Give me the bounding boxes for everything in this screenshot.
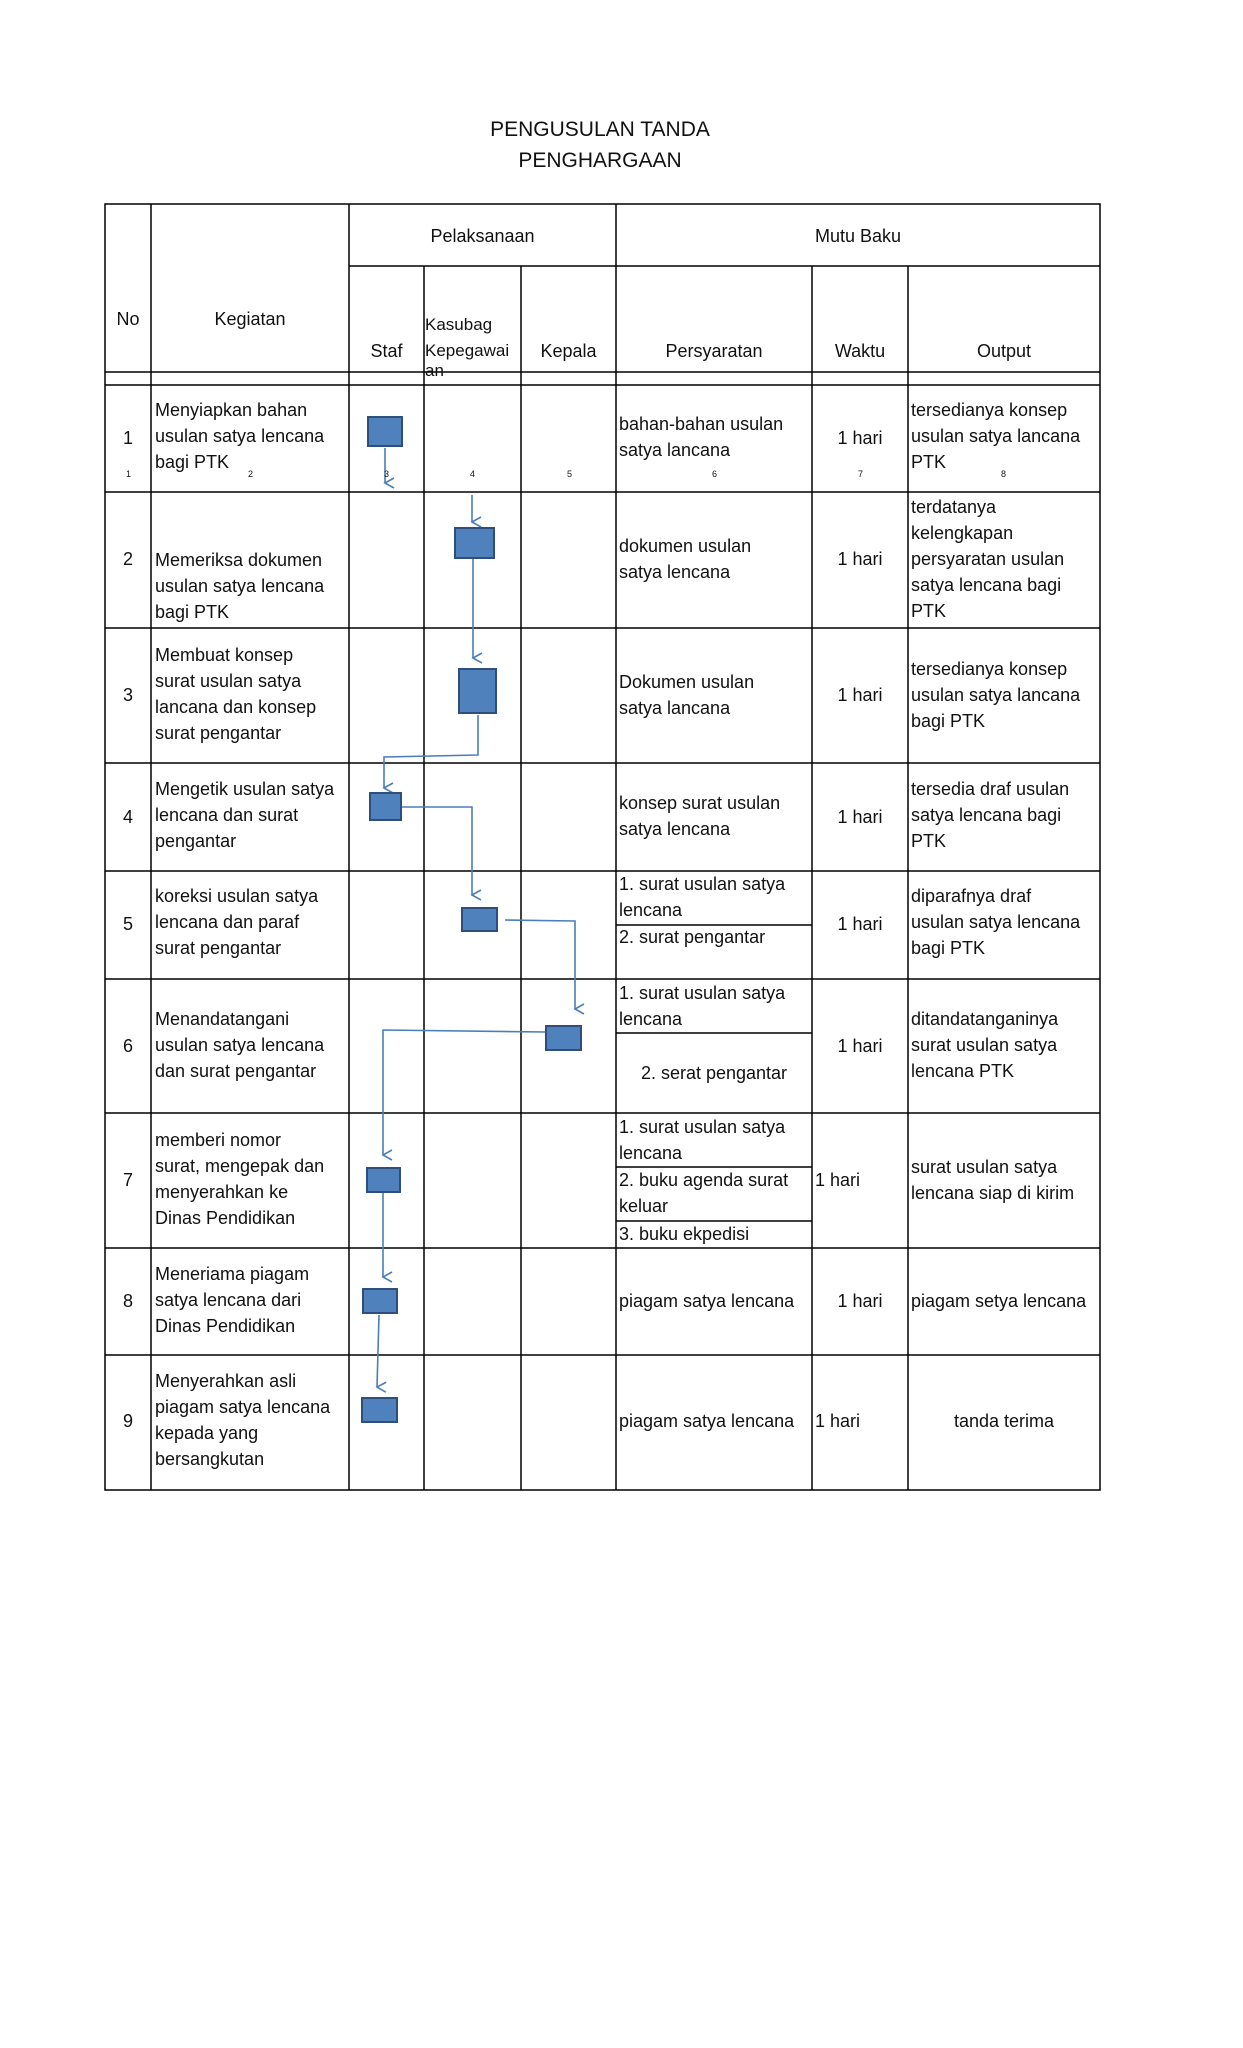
- row-7-persyaratan-line: 2. buku agenda surat: [619, 1170, 789, 1190]
- col-number-7: 7: [858, 469, 864, 479]
- row-6-persyaratan-2: [616, 1060, 812, 1086]
- row-7-persyaratan-1: [619, 1114, 811, 1166]
- row-6-persyaratan-line: lencana: [619, 1009, 683, 1029]
- row-1-persyaratan-line: satya lancana: [619, 440, 731, 460]
- flow-arrow-6: [505, 920, 575, 1009]
- col-number-6: 6: [712, 469, 718, 479]
- row-4-persyaratan: [619, 790, 811, 842]
- row-3-no: 3: [122, 685, 133, 705]
- flow-box-6: [546, 1026, 581, 1050]
- header-kasubag-line-3: an: [425, 361, 444, 380]
- col-number-4: 4: [470, 469, 476, 479]
- row-1-no: 1: [122, 428, 133, 448]
- row-9-waktu: 1 hari: [815, 1411, 861, 1431]
- row-8-kegiatan-line: Dinas Pendidikan: [155, 1316, 296, 1336]
- header-persyaratan: Persyaratan: [665, 341, 763, 361]
- row-6-output-line: ditandatanganinya: [911, 1009, 1059, 1029]
- page-title-line-1: PENGUSULAN TANDA: [490, 118, 710, 141]
- header-kasubag-line-1: Kasubag: [425, 315, 493, 334]
- flow-box-7: [367, 1168, 400, 1192]
- row-6-waktu: 1 hari: [837, 1036, 883, 1056]
- row-5-output-line: usulan satya lencana: [911, 912, 1081, 932]
- row-5-persyaratan-line: 1. surat usulan satya: [619, 874, 786, 894]
- flow-arrow-9: [377, 1315, 379, 1387]
- row-5-output-line: diparafnya draf: [911, 886, 1032, 906]
- row-9-kegiatan: [155, 1368, 347, 1472]
- row-3-output-line: tersedianya konsep: [911, 659, 1068, 679]
- row-3-persyaratan-line: Dokumen usulan: [619, 672, 755, 692]
- col-number-5: 5: [567, 469, 573, 479]
- row-8-output-line: piagam setya lencana: [911, 1291, 1087, 1311]
- row-2-kegiatan-line: usulan satya lencana: [155, 576, 325, 596]
- row-3-kegiatan-line: lancana dan konsep: [155, 697, 317, 717]
- row-9-persyaratan: [619, 1408, 812, 1434]
- row-1-output-line: tersedianya konsep: [911, 400, 1068, 420]
- row-5-persyaratan-2: [619, 924, 811, 950]
- header-output: Output: [976, 341, 1032, 361]
- row-7-persyaratan-line: keluar: [619, 1196, 669, 1216]
- row-6-kegiatan-line: usulan satya lencana: [155, 1035, 325, 1055]
- flow-box-5: [462, 908, 497, 931]
- header-pelaksanaan: Pelaksanaan: [430, 226, 535, 246]
- row-8-waktu: 1 hari: [837, 1291, 883, 1311]
- row-8-no: 8: [122, 1291, 133, 1311]
- row-2-output-line: satya lencana bagi: [911, 575, 1062, 595]
- row-5-kegiatan: [155, 883, 347, 961]
- row-7-persyaratan-line: 1. surat usulan satya: [619, 1117, 786, 1137]
- row-4-output-line: tersedia draf usulan: [911, 779, 1070, 799]
- row-6-persyaratan-1: [619, 980, 811, 1032]
- header-staf: Staf: [370, 341, 403, 361]
- page-title-line-2: PENGHARGAAN: [518, 149, 682, 172]
- row-1-kegiatan-line: usulan satya lencana: [155, 426, 325, 446]
- row-3-output-line: usulan satya lancana: [911, 685, 1081, 705]
- header-waktu: Waktu: [834, 341, 886, 361]
- row-2-kegiatan-line: Memeriksa dokumen: [155, 550, 323, 570]
- row-9-kegiatan-line: bersangkutan: [155, 1449, 265, 1469]
- row-4-output-line: satya lencana bagi: [911, 805, 1062, 825]
- row-5-waktu: 1 hari: [837, 914, 883, 934]
- row-7-output-line: surat usulan satya: [911, 1157, 1058, 1177]
- row-5-persyaratan-line: lencana: [619, 900, 683, 920]
- row-2-persyaratan-line: satya lencana: [619, 562, 731, 582]
- row-5-persyaratan-line: 2. surat pengantar: [619, 927, 766, 947]
- row-7-persyaratan-2: [619, 1167, 811, 1219]
- row-5-persyaratan-1: [619, 871, 811, 923]
- row-7-output-line: lencana siap di kirim: [911, 1183, 1075, 1203]
- row-3-output-line: bagi PTK: [911, 711, 986, 731]
- row-7-output: [911, 1154, 1099, 1206]
- flow-arrow-5: [398, 807, 472, 895]
- row-7-kegiatan-line: memberi nomor: [155, 1130, 282, 1150]
- row-1-persyaratan-line: bahan-bahan usulan: [619, 414, 784, 434]
- row-1-kegiatan-line: bagi PTK: [155, 452, 230, 472]
- row-7-persyaratan-3: [619, 1221, 811, 1247]
- flow-box-4: [370, 793, 401, 820]
- row-7-kegiatan: [155, 1127, 347, 1231]
- flow-box-1: [368, 417, 402, 446]
- row-1-persyaratan: [619, 411, 811, 463]
- row-5-kegiatan-line: lencana dan paraf: [155, 912, 300, 932]
- row-7-kegiatan-line: menyerahkan ke: [155, 1182, 289, 1202]
- row-6-kegiatan: [155, 1006, 347, 1084]
- row-9-persyaratan-line: piagam satya lencana: [619, 1411, 795, 1431]
- col-number-2: 2: [248, 469, 254, 479]
- row-2-persyaratan: [619, 533, 811, 585]
- row-9-output: [908, 1408, 1100, 1434]
- row-7-kegiatan-line: surat, mengepak dan: [155, 1156, 325, 1176]
- row-2-no: 2: [122, 549, 133, 569]
- flow-arrow-7: [383, 1030, 546, 1155]
- row-3-kegiatan-line: surat usulan satya: [155, 671, 302, 691]
- row-3-persyaratan: [619, 669, 811, 721]
- row-7-persyaratan-line: 3. buku ekpedisi: [619, 1224, 750, 1244]
- row-3-output: [911, 656, 1099, 734]
- col-number-3: 3: [384, 469, 390, 479]
- row-9-kegiatan-line: kepada yang: [155, 1423, 259, 1443]
- row-7-kegiatan-line: Dinas Pendidikan: [155, 1208, 296, 1228]
- row-4-no: 4: [122, 807, 133, 827]
- row-8-persyaratan: [619, 1288, 812, 1314]
- row-1-output-line: PTK: [911, 452, 947, 472]
- row-5-kegiatan-line: surat pengantar: [155, 938, 282, 958]
- row-8-kegiatan-line: satya lencana dari: [155, 1290, 302, 1310]
- header-kasubag-kepegawaian: [425, 312, 521, 386]
- row-3-kegiatan-line: Membuat konsep: [155, 645, 294, 665]
- flow-box-9: [362, 1398, 397, 1422]
- row-6-persyaratan-line: 1. surat usulan satya: [619, 983, 786, 1003]
- row-6-output: [911, 1006, 1099, 1084]
- flow-box-3: [459, 669, 496, 713]
- row-1-kegiatan-line: Menyiapkan bahan: [155, 400, 308, 420]
- row-1-output: [911, 397, 1099, 475]
- row-6-kegiatan-line: dan surat pengantar: [155, 1061, 317, 1081]
- header-kepala: Kepala: [540, 341, 597, 361]
- row-5-kegiatan-line: koreksi usulan satya: [155, 886, 319, 906]
- row-2-waktu: 1 hari: [837, 549, 883, 569]
- row-6-output-line: surat usulan satya: [911, 1035, 1058, 1055]
- row-3-kegiatan-line: surat pengantar: [155, 723, 282, 743]
- row-1-output-line: usulan satya lancana: [911, 426, 1081, 446]
- row-5-output: [911, 883, 1099, 961]
- row-4-persyaratan-line: konsep surat usulan: [619, 793, 781, 813]
- header-no: No: [116, 309, 140, 329]
- row-2-persyaratan-line: dokumen usulan: [619, 536, 752, 556]
- row-4-persyaratan-line: satya lencana: [619, 819, 731, 839]
- row-4-kegiatan-line: lencana dan surat: [155, 805, 299, 825]
- row-9-output-line: tanda terima: [953, 1411, 1055, 1431]
- row-5-no: 5: [122, 914, 133, 934]
- header-kegiatan: Kegiatan: [214, 309, 286, 329]
- row-7-no: 7: [122, 1170, 133, 1190]
- row-8-output: [911, 1288, 1099, 1314]
- flow-box-8: [363, 1289, 397, 1313]
- row-8-kegiatan: [155, 1261, 347, 1339]
- flow-arrow-4: [384, 715, 478, 788]
- row-3-kegiatan: [155, 642, 347, 746]
- row-1-kegiatan: [155, 397, 347, 475]
- header-kasubag-line-2: Kepegawai: [425, 341, 510, 360]
- row-2-output-line: PTK: [911, 601, 947, 621]
- row-8-persyaratan-line: piagam satya lencana: [619, 1291, 795, 1311]
- row-9-kegiatan-line: Menyerahkan asli: [155, 1371, 297, 1391]
- row-4-waktu: 1 hari: [837, 807, 883, 827]
- row-7-persyaratan-line: lencana: [619, 1143, 683, 1163]
- row-2-output-line: kelengkapan: [911, 523, 1014, 543]
- row-9-kegiatan-line: piagam satya lencana: [155, 1397, 331, 1417]
- row-6-persyaratan-line: 2. serat pengantar: [640, 1063, 788, 1083]
- header-mutu-baku: Mutu Baku: [814, 226, 902, 246]
- row-4-kegiatan-line: Mengetik usulan satya: [155, 779, 335, 799]
- row-4-kegiatan: [155, 776, 349, 854]
- row-4-output-line: PTK: [911, 831, 947, 851]
- row-6-output-line: lencana PTK: [911, 1061, 1015, 1081]
- row-4-output: [911, 776, 1099, 854]
- row-4-kegiatan-line: pengantar: [155, 831, 237, 851]
- col-number-8: 8: [1001, 469, 1007, 479]
- row-6-no: 6: [122, 1036, 133, 1056]
- row-3-waktu: 1 hari: [837, 685, 883, 705]
- row-2-output-line: terdatanya: [911, 497, 997, 517]
- flow-box-2: [455, 528, 494, 558]
- row-2-kegiatan-line: bagi PTK: [155, 602, 230, 622]
- row-6-kegiatan-line: Menandatangani: [155, 1009, 290, 1029]
- row-2-kegiatan: [155, 547, 347, 625]
- col-number-1: 1: [126, 469, 132, 479]
- row-8-kegiatan-line: Meneriama piagam: [155, 1264, 310, 1284]
- row-2-output: [911, 494, 1099, 624]
- row-9-no: 9: [122, 1411, 133, 1431]
- row-1-waktu: 1 hari: [837, 428, 883, 448]
- row-2-output-line: persyaratan usulan: [911, 549, 1065, 569]
- row-7-waktu: 1 hari: [815, 1170, 861, 1190]
- row-5-output-line: bagi PTK: [911, 938, 986, 958]
- row-3-persyaratan-line: satya lancana: [619, 698, 731, 718]
